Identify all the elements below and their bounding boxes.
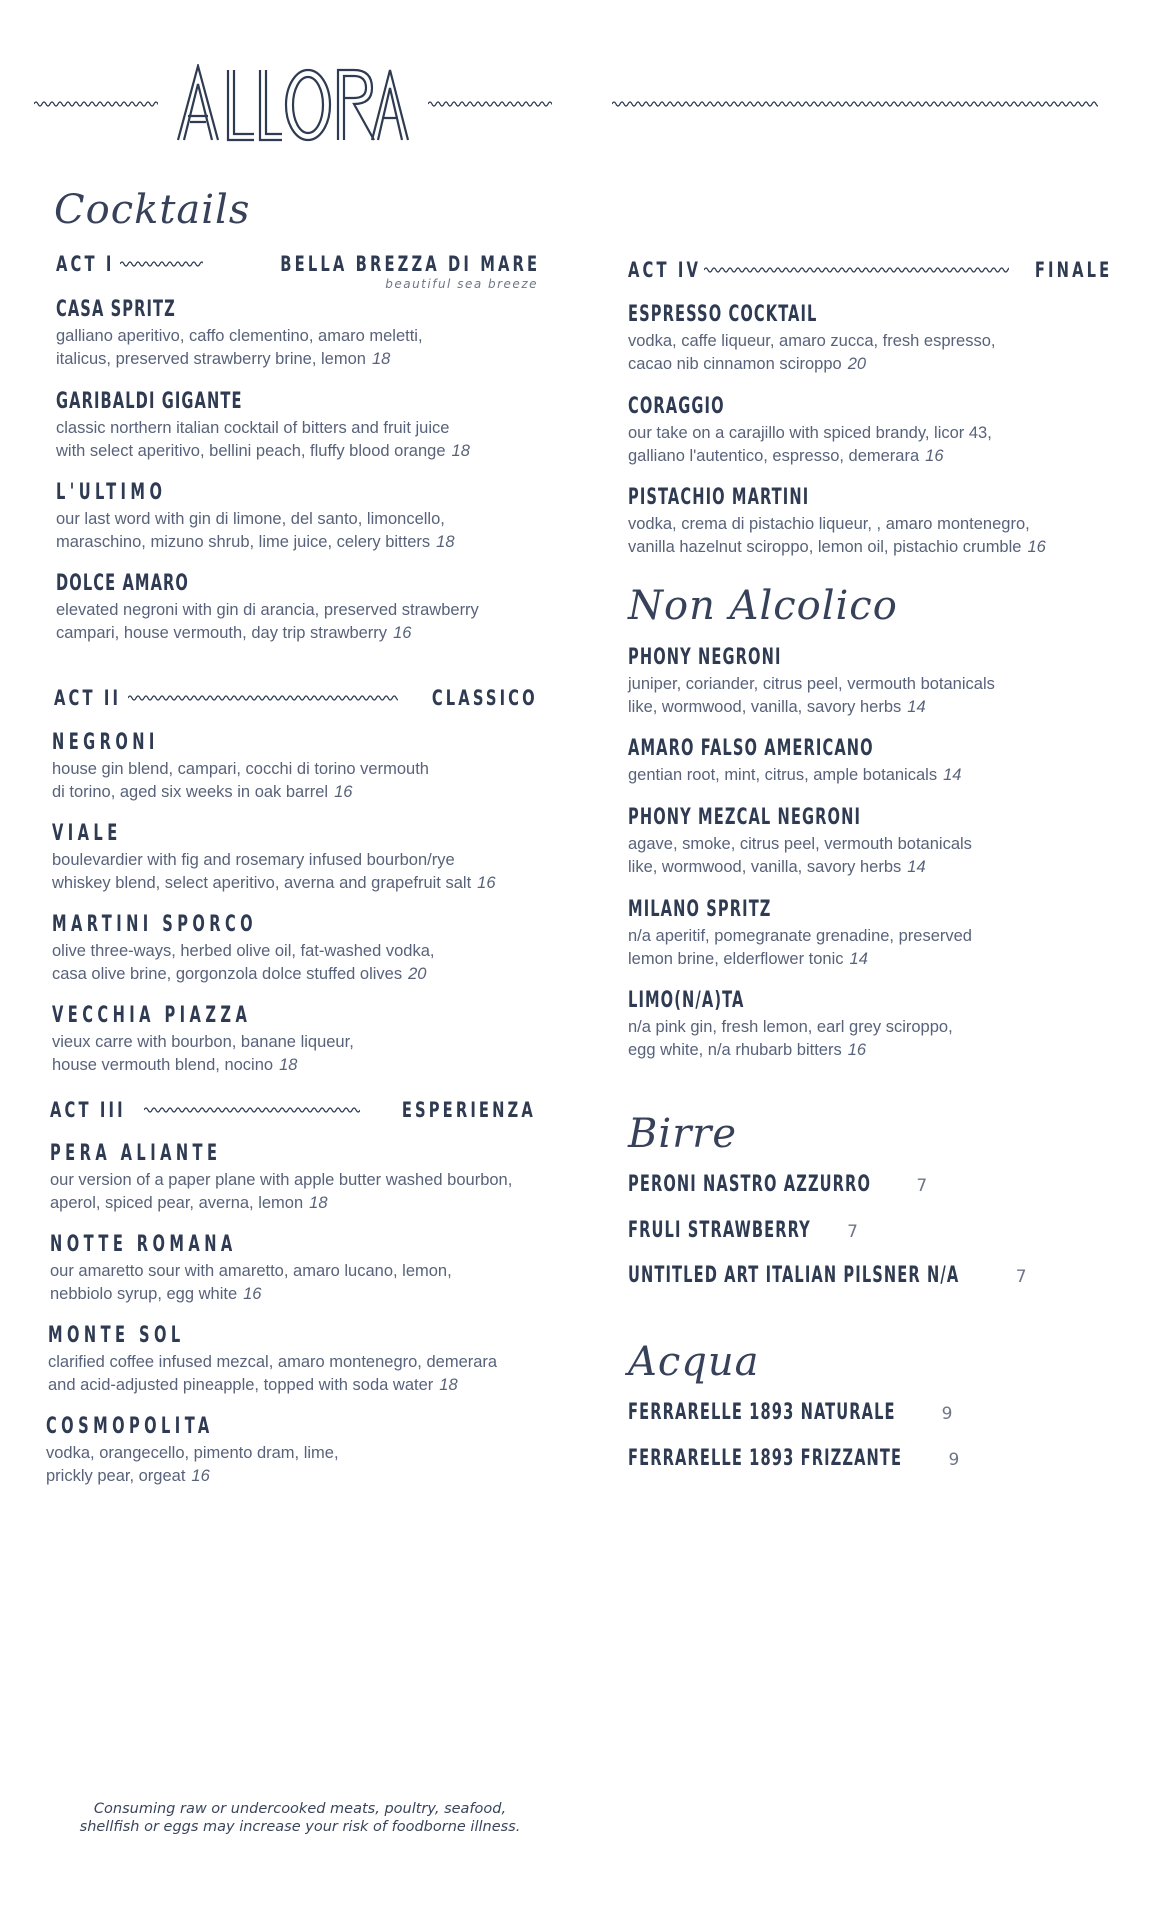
act-iv-header [628, 256, 1112, 284]
drink-price: 14 [907, 698, 926, 716]
drink-price: 16 [243, 1285, 262, 1303]
drink-price: 14 [849, 950, 868, 968]
header-wave-middle [428, 98, 552, 110]
drink-description: boulevardier with fig and rosemary infused bourbon/rye whiskey blend, select aperitivo, averna and grapefruit salt [52, 851, 472, 892]
drink-name: FERRARELLE 1893 FRIZZANTE [628, 1446, 903, 1471]
drink-description: classic northern italian cocktail of bitters and fruit juice with select aperitivo, bellini peach, fluffy blood orange [56, 419, 450, 460]
menu-item [628, 1172, 927, 1198]
drink-price: 7 [847, 1222, 858, 1242]
drink-price: 14 [907, 858, 926, 876]
drink-description: our last word with gin di limone, del santo, limoncello, maraschino, mizuno shrub, lime juice, celery bitters [56, 510, 445, 551]
drink-description: juniper, coriander, citrus peel, vermouth botanicals like, wormwood, vanilla, savory herbs [628, 675, 995, 716]
act-name: CLASSICO [432, 686, 538, 710]
drink-name: AMARO FALSO AMERICANO [628, 736, 874, 761]
menu-item [628, 805, 1148, 879]
act-label: ACT III [50, 1098, 126, 1122]
drink-name: NEGRONI [52, 730, 159, 755]
drink-description: galliano aperitivo, caffo clementino, amaro meletti, italicus, preserved strawberry brine, lemon [56, 327, 423, 368]
drink-description: clarified coffee infused mezcal, amaro montenegro, demerara and acid-adjusted pineapple, topped with soda water [48, 1353, 498, 1394]
drink-price: 18 [309, 1194, 328, 1212]
drink-price: 18 [451, 442, 470, 460]
foodborne-illness-disclaimer: Consuming raw or undercooked meats, poultry, seafood, shellfish or eggs may increase your risk of foodborne illness. [79, 1801, 521, 1835]
drink-name: PERONI NASTRO AZZURRO [628, 1172, 872, 1197]
menu-item [56, 297, 576, 371]
act-i-header [56, 250, 540, 278]
drink-price: 16 [191, 1467, 210, 1485]
drink-name: PISTACHIO MARTINI [628, 485, 810, 510]
act-label: ACT IV [628, 258, 702, 282]
act-iii-header [50, 1096, 536, 1124]
header-wave-right [612, 98, 1098, 110]
drink-description: vodka, orangecello, pimento dram, lime, prickly pear, orgeat [46, 1444, 339, 1485]
drink-name: NOTTE ROMANA [50, 1232, 237, 1257]
cocktails-heading: Cocktails [54, 187, 251, 233]
drink-price: 9 [948, 1450, 960, 1470]
drink-name: L'ULTIMO [56, 480, 167, 505]
drink-description: vieux carre with bourbon, banane liqueur, house vermouth blend, nocino [52, 1033, 354, 1074]
act-ii-header [54, 684, 538, 712]
menu-item [52, 912, 572, 986]
drink-description: agave, smoke, citrus peel, vermouth botanicals like, wormwood, vanilla, savory herbs [628, 835, 972, 876]
menu-item [48, 1323, 568, 1397]
drink-price: 14 [943, 766, 962, 784]
drink-price: 7 [1015, 1267, 1027, 1287]
act-label: ACT II [54, 686, 122, 710]
drink-description: vodka, caffe liqueur, amaro zucca, fresh espresso, cacao nib cinnamon sciroppo [628, 332, 996, 373]
drink-description: olive three-ways, herbed olive oil, fat-washed vodka, casa olive brine, gorgonzola dolce stuffed olives [52, 942, 435, 983]
menu-item [46, 1414, 566, 1488]
menu-item [52, 821, 572, 895]
menu-item [52, 1003, 572, 1077]
drink-name: UNTITLED ART ITALIAN PILSNER N/A [628, 1263, 960, 1288]
menu-item [628, 1263, 1027, 1289]
drink-price: 18 [371, 350, 391, 368]
drink-price: 20 [408, 965, 427, 983]
non-alcolico-heading: Non Alcolico [628, 583, 898, 629]
drink-price: 16 [393, 624, 412, 642]
drink-name: FERRARELLE 1893 NATURALE [628, 1400, 896, 1425]
drink-name: LIMO(N/A)TA [628, 988, 745, 1013]
menu-item [628, 645, 1148, 719]
header-wave-left [34, 98, 158, 110]
drink-description: n/a pink gin, fresh lemon, earl grey sciroppo, egg white, n/a rhubarb bitters [628, 1018, 953, 1059]
drink-price: 7 [916, 1176, 928, 1196]
menu-item [52, 730, 572, 804]
menu-item [56, 571, 576, 645]
drink-description: our version of a paper plane with apple butter washed bourbon, aperol, spiced pear, averna, lemon [50, 1171, 513, 1212]
menu-item [50, 1232, 570, 1306]
menu-item [56, 389, 576, 463]
menu-item [628, 897, 1148, 971]
act-name: BELLA BREZZA DI MARE [280, 252, 540, 276]
drink-price: 16 [334, 783, 353, 801]
menu-item [628, 302, 1148, 376]
menu-item [628, 1400, 953, 1426]
allora-logo [176, 64, 412, 142]
drink-price: 9 [941, 1404, 953, 1424]
act-divider-wave [128, 692, 398, 704]
menu-item [628, 988, 1148, 1062]
menu-item [628, 1446, 959, 1472]
drink-name: ESPRESSO COCKTAIL [628, 302, 818, 327]
act-label: ACT I [56, 252, 115, 276]
menu-item [628, 394, 1148, 468]
act-name: FINALE [1034, 258, 1112, 282]
drink-description: our amaretto sour with amaretto, amaro lucano, lemon, nebbiolo syrup, egg white [50, 1262, 452, 1303]
drink-name: VIALE [52, 821, 122, 846]
drink-name: MARTINI SPORCO [52, 912, 258, 937]
drink-price: 16 [477, 874, 496, 892]
drink-price: 16 [847, 1041, 867, 1059]
menu-item [628, 736, 1148, 787]
drink-name: PHONY NEGRONI [628, 645, 782, 670]
drink-name: FRULI STRAWBERRY [628, 1218, 811, 1243]
drink-name: MONTE SOL [48, 1323, 185, 1348]
birre-heading: Birre [628, 1111, 738, 1157]
menu-item [628, 485, 1166, 559]
drink-description: elevated negroni with gin di arancia, preserved strawberry campari, house vermouth, day trip strawberry [56, 601, 479, 642]
drink-name: PHONY MEZCAL NEGRONI [628, 805, 862, 830]
drink-price: 20 [847, 355, 867, 373]
drink-name: COSMOPOLITA [46, 1414, 214, 1439]
drink-price: 18 [436, 533, 455, 551]
drink-price: 16 [1027, 538, 1046, 556]
drink-description: house gin blend, campari, cocchi di torino vermouth di torino, aged six weeks in oak barrel [52, 760, 429, 801]
drink-description: gentian root, mint, citrus, ample botanicals [628, 766, 938, 784]
act-name: ESPERIENZA [401, 1098, 536, 1122]
menu-item [56, 480, 576, 554]
drink-description: vodka, crema di pistachio liqueur, , amaro montenegro, vanilla hazelnut sciroppo, lemon oil, pistachio crumble [628, 515, 1030, 556]
drink-name: MILANO SPRITZ [628, 897, 772, 922]
drink-description: n/a aperitif, pomegranate grenadine, preserved lemon brine, elderflower tonic [628, 927, 972, 968]
drink-price: 18 [439, 1376, 458, 1394]
act-divider-wave [704, 264, 1009, 276]
menu-item [628, 1218, 858, 1244]
drink-name: CORAGGIO [628, 394, 725, 419]
drink-price: 16 [925, 447, 944, 465]
act-divider-wave [144, 1104, 360, 1116]
act-subtitle: beautiful sea breeze [385, 277, 538, 291]
drink-name: PERA ALIANTE [50, 1141, 222, 1166]
drink-price: 18 [279, 1056, 298, 1074]
act-divider-wave [120, 258, 203, 270]
drink-name: DOLCE AMARO [56, 571, 189, 596]
drink-name: CASA SPRITZ [56, 297, 176, 322]
drink-name: VECCHIA PIAZZA [52, 1003, 252, 1028]
drink-description: our take on a carajillo with spiced brandy, licor 43, galliano l'autentico, espresso, demerara [628, 424, 992, 465]
acqua-heading: Acqua [628, 1339, 760, 1385]
menu-item [50, 1141, 570, 1215]
drink-name: GARIBALDI GIGANTE [56, 389, 243, 414]
